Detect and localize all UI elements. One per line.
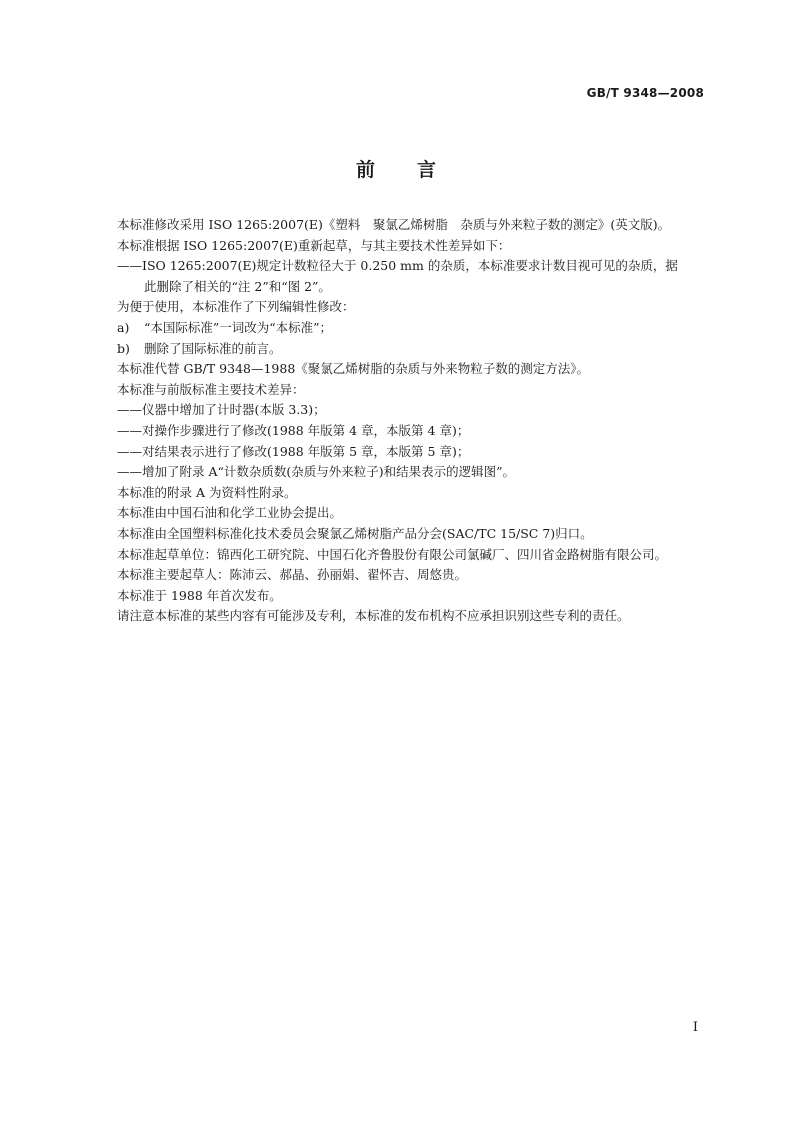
list-item-text: “本国际标准”一词改为“本标准”；: [144, 319, 333, 335]
page-number: I: [692, 1020, 698, 1035]
paragraph-line: ——对结果表示进行了修改(1988 年版第 5 章，本版第 5 章)；: [117, 443, 470, 459]
paragraph-line: 为便于使用，本标准作了下列编辑性修改：: [117, 299, 355, 315]
paragraph-line: 此删除了相关的“注 2”和“图 2”。: [144, 278, 331, 294]
paragraph-line: 本标准于 1988 年首次发布。: [117, 587, 282, 603]
list-item-text: 删除了国际标准的前言。: [144, 340, 282, 356]
title-char-2: 言: [417, 159, 439, 181]
paragraph-line: 本标准修改采用 ISO 1265:2007(E)《塑料 聚氯乙烯树脂 杂质与外来粒子数的测定》(英文版)。: [117, 217, 671, 232]
list-item-label: b): [117, 340, 130, 356]
paragraph-line: 本标准根据 ISO 1265:2007(E)重新起草，与其主要技术性差异如下：: [117, 237, 511, 253]
list-item: [117, 339, 707, 360]
standard-number: GB/T 9348—2008: [586, 86, 704, 100]
paragraph-line: 本标准与前版标准主要技术差异：: [117, 381, 305, 397]
paragraph-line: ——增加了附录 A“计数杂质数(杂质与外来粒子)和结果表示的逻辑图”。: [117, 464, 516, 480]
list-item-label: a): [117, 319, 130, 335]
foreword-body: [117, 215, 707, 627]
paragraph-line: ——ISO 1265:2007(E)规定计数粒径大于 0.250 mm 的杂质，本标准要求计数目视可见的杂质，据: [117, 258, 678, 274]
paragraph-line: 本标准由全国塑料标准化技术委员会聚氯乙烯树脂产品分会(SAC/TC 15/SC 7)归口。: [117, 525, 593, 541]
paragraph-line: ——仪器中增加了计时器(本版 3.3)；: [117, 402, 326, 418]
paragraph-line: 本标准由中国石油和化学工业协会提出。: [117, 505, 343, 521]
paragraph-line: ——对操作步骤进行了修改(1988 年版第 4 章，本版第 4 章)；: [117, 422, 470, 438]
page-title: [0, 155, 794, 182]
title-char-1: 前: [355, 159, 377, 181]
paragraph-line: 本标准主要起草人：陈沛云、郝晶、孙丽娟、翟怀吉、周悠贵。: [117, 567, 468, 583]
paragraph-line: 本标准起草单位：锦西化工研究院、中国石化齐鲁股份有限公司氯碱厂、四川省金路树脂有限公司。: [117, 546, 668, 562]
paragraph-line: 本标准的附录 A 为资料性附录。: [117, 484, 297, 500]
paragraph-line: 请注意本标准的某些内容有可能涉及专利，本标准的发布机构不应承担识别这些专利的责任。: [117, 608, 630, 624]
paragraph-line: 本标准代替 GB/T 9348—1988《聚氯乙烯树脂的杂质与外来物粒子数的测定方法》。: [117, 361, 590, 377]
list-item: [117, 318, 707, 339]
